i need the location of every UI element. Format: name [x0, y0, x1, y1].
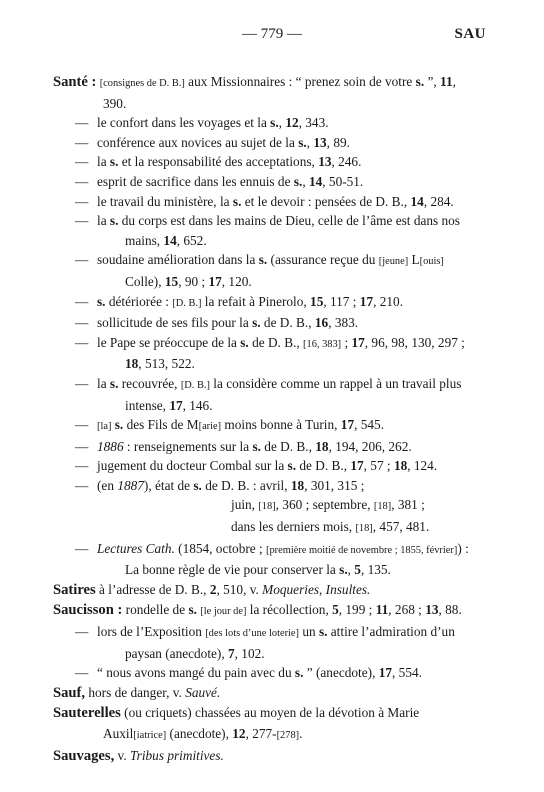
index-subentry [53, 211, 478, 250]
bold-ref: 17 [359, 293, 374, 309]
entry-text: , 89. [326, 134, 350, 150]
bold-ref: 14 [163, 232, 177, 248]
entry-text: , 50-51. [322, 173, 364, 189]
bold-ref: s. [232, 193, 242, 209]
entry-text: conférence aux novices au sujet de la [97, 134, 299, 150]
entry-text: , 135. [360, 562, 391, 578]
editorial-note: [iatrice] [133, 730, 167, 741]
entry-text: , 343. [298, 115, 329, 131]
index-headword-entry [53, 683, 478, 704]
bold-ref: s. [252, 315, 261, 331]
bold-ref: s. [293, 173, 303, 189]
bold-ref: 18 [393, 458, 408, 474]
index-subentry [53, 437, 478, 457]
subentry-dash: — [75, 293, 89, 309]
bold-ref: 17 [351, 334, 365, 350]
bold-ref: 13 [313, 134, 327, 150]
entry-text: ), état de [143, 477, 194, 493]
entry-text: le Pape se préoccupe de la [97, 334, 241, 350]
entry-text: , 381 ; [391, 497, 425, 513]
entry-text: la [97, 375, 110, 391]
entry-text: , 510, v. [216, 581, 263, 597]
index-subentry [53, 250, 478, 291]
entry-text: ) : La bonne règle de vie pour conserver la [125, 540, 469, 578]
entry-text: , 146. [182, 397, 213, 413]
subentry-dash: — [75, 375, 89, 391]
entry-text: dans les derniers mois, [231, 519, 356, 535]
index-headword-entry [53, 72, 478, 113]
bold-ref: 18 [315, 438, 329, 454]
index-subentry [53, 152, 478, 172]
entry-text: L [408, 252, 420, 268]
index-subentry [53, 113, 478, 133]
bold-ref: 2 [209, 581, 217, 597]
entry-text: , 390. [103, 74, 456, 111]
index-entries [53, 72, 478, 766]
editorial-note: [première moitié de novembre ; 1855, février] [266, 544, 458, 556]
entry-text: la considère comme un rappel à un travail plus intense, [125, 375, 462, 413]
entry-text: hors de danger, v. [85, 684, 186, 700]
entry-text: sollicitude de ses fils pour la [97, 315, 253, 331]
index-subentry [53, 313, 478, 333]
bold-ref: 12 [232, 726, 246, 741]
subentry-dash: — [75, 665, 89, 681]
subentry-dash: — [75, 458, 89, 474]
bold-ref: s. [318, 624, 328, 640]
entry-text: , 383. [328, 315, 359, 331]
headword: Sauterelles [53, 705, 121, 722]
entry-text: ”, [424, 74, 441, 89]
bold-ref: s. [294, 665, 304, 681]
entry-text: la récollection, [246, 602, 333, 618]
bold-ref: 5 [332, 602, 339, 618]
entry-text: de D. B., [260, 315, 315, 331]
entry-text: , 268 ; [388, 602, 426, 618]
subentry-dash: — [75, 315, 89, 331]
bold-ref: s. [188, 602, 197, 618]
subentry-dash: — [75, 115, 89, 131]
bold-ref: 14 [410, 193, 424, 209]
entry-text: rondelle de [122, 602, 189, 618]
bold-ref: 7 [228, 645, 235, 661]
bold-ref: s. [109, 375, 119, 391]
index-continuation [53, 517, 478, 539]
entry-text: , 90 ; [178, 273, 209, 289]
bold-ref: 11 [375, 602, 389, 618]
headword: Santé : [53, 74, 97, 90]
subentry-dash: — [75, 334, 89, 350]
index-subentry [53, 663, 478, 683]
index-subentry [53, 333, 478, 374]
bold-ref: 13 [318, 154, 332, 170]
entry-text: . [299, 726, 303, 741]
index-subentry [53, 292, 478, 314]
index-subentry [53, 539, 478, 580]
entry-text: soudaine amélioration dans la [97, 252, 259, 268]
bold-ref: 17 [350, 458, 364, 474]
index-continuation [53, 495, 478, 517]
entry-text: , 194, 206, 262. [328, 438, 412, 454]
bold-ref: s. [252, 438, 261, 454]
entry-text: (en [97, 477, 118, 493]
index-subentry [53, 415, 478, 437]
entry-text: la [97, 154, 110, 170]
entry-text: , 246. [331, 154, 362, 170]
italic-ref: Tribus primitives. [130, 747, 224, 763]
index-subentry [53, 622, 478, 663]
entry-text: attire l’admiration d’un paysan (anecdote), [125, 624, 455, 661]
entry-text: juin, [231, 497, 259, 513]
subentry-dash: — [75, 134, 89, 150]
entry-text: le travail du ministère, la [97, 193, 233, 209]
subentry-dash: — [75, 624, 89, 640]
entry-text: “ nous avons mangé du pain avec du [97, 665, 295, 681]
editorial-note: [la] [97, 421, 112, 433]
entry-text: , 102. [234, 645, 265, 661]
entry-text: , [302, 173, 309, 189]
headword: Sauf, [53, 684, 86, 701]
section-label: SAU [454, 26, 486, 42]
editorial-note: [18] [355, 523, 373, 535]
bold-ref: 15 [164, 273, 179, 289]
entry-text: esprit de sacrifice dans les ennuis de [97, 173, 294, 189]
entry-text: ” (anecdote), [303, 665, 379, 681]
editorial-note: [D. B.] [172, 297, 202, 309]
entry-text: de D. B., [248, 334, 304, 350]
entry-text: jugement du docteur Combal sur la [97, 458, 288, 474]
entry-text: (1854, octobre ; [174, 540, 267, 556]
entry-text: v. [114, 747, 130, 763]
bold-ref: 16 [314, 315, 329, 331]
bold-ref: s. [270, 115, 279, 131]
bold-ref: s. [193, 477, 202, 493]
entry-text: lors de l’Exposition [97, 624, 206, 640]
bold-ref: 5 [354, 562, 361, 578]
entry-text: recouvrée, [118, 375, 181, 391]
entry-text: à l’adresse de D. B., [95, 581, 210, 597]
entry-text: et le devoir : pensées de D. B., [241, 193, 411, 209]
entry-text: , 199 ; [338, 602, 376, 618]
bold-ref: 17 [378, 665, 393, 681]
bold-ref: 14 [308, 173, 323, 189]
entry-text: , 284. [423, 193, 454, 209]
bold-ref: s. [109, 213, 119, 229]
entry-text: du corps est dans les mains de Dieu, celle de l’âme est dans nos mains, [118, 213, 460, 248]
subentry-dash: — [75, 173, 89, 189]
headword: Sauvages, [53, 747, 115, 764]
index-subentry [53, 374, 478, 415]
entry-text: le confort dans les voyages et la [97, 115, 271, 131]
entry-text: , 57 ; [363, 458, 394, 474]
italic-ref: 1886 [97, 438, 124, 454]
entry-text: , 88. [438, 602, 462, 618]
editorial-note: [arie] [198, 421, 222, 433]
bold-ref: s. [415, 74, 425, 89]
index-headword-entry [53, 703, 478, 745]
index-headword-entry [53, 746, 478, 767]
index-subentry [53, 476, 478, 496]
bold-ref: s. [109, 154, 119, 170]
bold-ref: 12 [285, 115, 299, 131]
subentry-dash: — [75, 252, 89, 268]
entry-text: , 554. [392, 665, 422, 681]
entry-text: un [299, 624, 319, 640]
italic-ref: Moqueries, Insultes. [262, 581, 371, 597]
subentry-dash: — [75, 540, 89, 556]
editorial-note: [consignes de D. B.] [99, 78, 185, 89]
editorial-note: [D. B.] [180, 379, 210, 391]
index-subentry [53, 172, 478, 192]
entry-text: la [97, 213, 110, 229]
index-subentry [53, 192, 478, 212]
entry-text: (anecdote), [166, 726, 233, 741]
bold-ref: s. [258, 252, 268, 268]
entry-text: moins bonne à Turin, [221, 417, 341, 433]
entry-text: de D. B., [296, 458, 351, 474]
editorial-note: [18] [373, 501, 392, 513]
bold-ref: 13 [425, 602, 439, 618]
entry-text: (assurance reçue du [267, 252, 379, 268]
italic-ref: 1887 [117, 477, 144, 493]
editorial-note: [ouis] [419, 256, 444, 268]
index-subentry [53, 133, 478, 153]
subentry-dash: — [75, 417, 89, 433]
editorial-note: [16, 383] [303, 338, 342, 350]
entry-text: , [278, 115, 286, 131]
entry-text: de D. B., [260, 438, 316, 454]
entry-text: , [347, 562, 355, 578]
bold-ref: 11 [440, 74, 453, 89]
entry-text: ; [341, 334, 352, 350]
bold-ref: 17 [169, 397, 183, 413]
entry-text: la refait à Pinerolo, [201, 293, 311, 309]
editorial-note: [18] [258, 501, 276, 513]
bold-ref: 17 [340, 417, 355, 433]
editorial-note: [278] [276, 730, 300, 741]
subentry-dash: — [75, 438, 89, 454]
entry-text: : renseignements sur la [123, 438, 253, 454]
entry-text: , [306, 134, 314, 150]
italic-ref: Lectures Cath. [97, 540, 175, 556]
index-headword-entry [53, 600, 478, 622]
entry-text: , 301, 315 ; [304, 477, 365, 493]
entry-text: aux Missionnaires : “ prenez soin de votre [184, 74, 416, 89]
entry-text: , 360 ; septembre, [275, 497, 374, 513]
entry-text: des Fils de M [123, 417, 199, 433]
bold-ref: s. [298, 134, 307, 150]
entry-text: , 120. [221, 273, 252, 289]
italic-ref: Sauvé. [185, 684, 221, 700]
entry-text: , 96, 98, 130, 297 ; [364, 334, 465, 350]
bold-ref: s. [114, 417, 124, 433]
bold-ref: s. [240, 334, 249, 350]
entry-text: de D. B. : avril, [201, 477, 291, 493]
entry-text: Colle), [125, 273, 165, 289]
page-number: — 779 — [242, 26, 302, 42]
entry-text: , 117 ; [323, 293, 360, 309]
entry-text: et la responsabilité des acceptations, [118, 154, 319, 170]
entry-text: , 210. [373, 293, 404, 309]
entry-text: , 513, 522. [138, 356, 195, 372]
subentry-dash: — [75, 193, 89, 209]
bold-ref: 17 [208, 273, 222, 289]
subentry-dash: — [75, 477, 89, 493]
bold-ref: s. [287, 458, 297, 474]
editorial-note: [le jour de] [200, 606, 247, 618]
index-headword-entry [53, 580, 478, 601]
entry-text: , 457, 481. [372, 519, 430, 535]
bold-ref: 15 [310, 293, 324, 309]
entry-text: (ou criquets) chassées au moyen de la dévotion à Marie Auxil [103, 705, 420, 741]
subentry-dash: — [75, 213, 89, 229]
index-subentry [53, 456, 478, 476]
entry-text: détériorée : [105, 293, 173, 309]
headword: Satires [53, 581, 96, 598]
bold-ref: s. [97, 293, 106, 309]
entry-text: , 545. [354, 417, 385, 433]
entry-text: , 277- [245, 726, 277, 741]
entry-text: , 124. [407, 458, 438, 474]
page-header [0, 26, 544, 46]
bold-ref: 18 [125, 356, 139, 372]
headword: Saucisson : [53, 602, 123, 619]
editorial-note: [des lots d’une loterie] [205, 628, 299, 640]
bold-ref: 18 [290, 477, 305, 493]
entry-text: , 652. [176, 232, 207, 248]
bold-ref: s. [339, 562, 348, 578]
editorial-note: [jeune] [378, 256, 409, 268]
subentry-dash: — [75, 154, 89, 170]
